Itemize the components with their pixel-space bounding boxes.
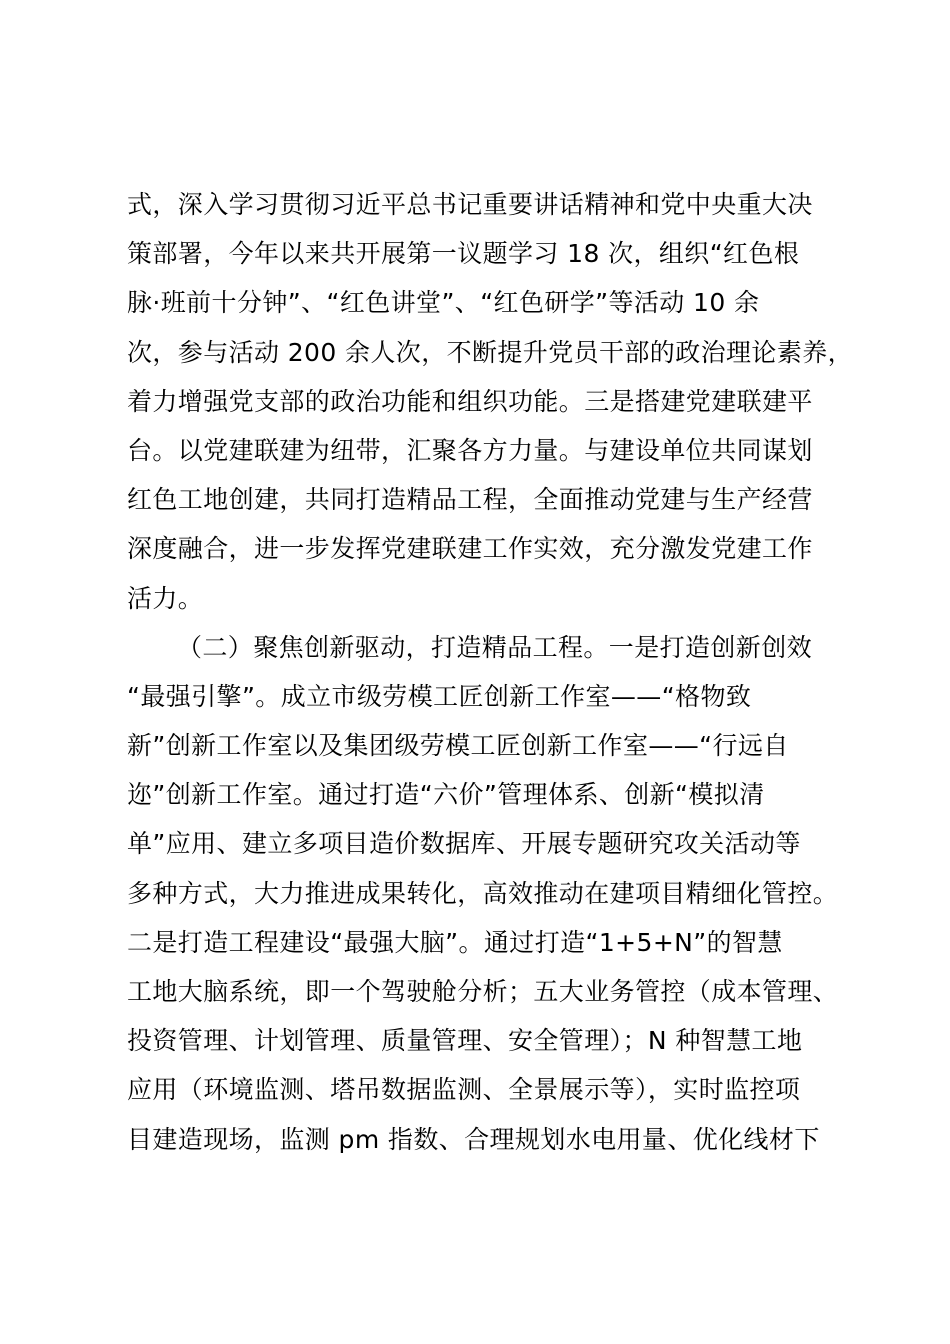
text-line: 迩”创新工作室。通过打造“六价”管理体系、创新“模拟清 — [127, 780, 765, 810]
body-text — [127, 180, 867, 1164]
section-heading-line: （二）聚焦创新驱动，打造精品工程。一是打造创新创效 — [177, 632, 813, 662]
text-line: 新”创新工作室以及集团级劳模工匠创新工作室——“行远自 — [127, 731, 789, 761]
text-line: 策部署，今年以来共开展第一议题学习 18 次，组织“红色根 — [127, 239, 800, 269]
text-line: 活力。 — [127, 583, 204, 613]
text-line: 单”应用、建立多项目造价数据库、开展专题研究攻关活动等 — [127, 829, 801, 859]
text-line: 工地大脑系统，即一个驾驶舱分析；五大业务管控（成本管理、 — [127, 977, 839, 1006]
text-line: 深度融合，进一步发挥党建联建工作实效，充分激发党建工作 — [127, 534, 813, 564]
text-line: 台。以党建联建为纽带，汇聚各方力量。与建设单位共同谋划 — [127, 435, 813, 465]
text-line: 多种方式，大力推进成果转化，高效推动在建项目精细化管控。 — [127, 878, 839, 908]
text-line: 二是打造工程建设“最强大脑”。通过打造“1+5+N”的智慧 — [127, 927, 783, 957]
text-line: 次，参与活动 200 余人次，不断提升党员干部的政治理论素养， — [127, 337, 854, 367]
text-line: 红色工地创建，共同打造精品工程，全面推动党建与生产经营 — [127, 485, 813, 515]
text-line: 投资管理、计划管理、质量管理、安全管理）；N 种智慧工地 — [127, 1026, 803, 1056]
text-line: “最强引擎”。成立市级劳模工匠创新工作室——“格物致 — [127, 681, 752, 711]
text-line: 脉·班前十分钟”、“红色讲堂”、“红色研学”等活动 10 余 — [127, 288, 760, 318]
text-line: 目建造现场，监测 pm 指数、合理规划水电用量、优化线材下 — [127, 1124, 820, 1154]
text-line: 式，深入学习贯彻习近平总书记重要讲话精神和党中央重大决 — [127, 190, 813, 219]
text-line: 着力增强党支部的政治功能和组织功能。三是搭建党建联建平 — [127, 386, 813, 416]
text-line: 应用（环境监测、塔吊数据监测、全景展示等），实时监控项 — [127, 1075, 801, 1105]
